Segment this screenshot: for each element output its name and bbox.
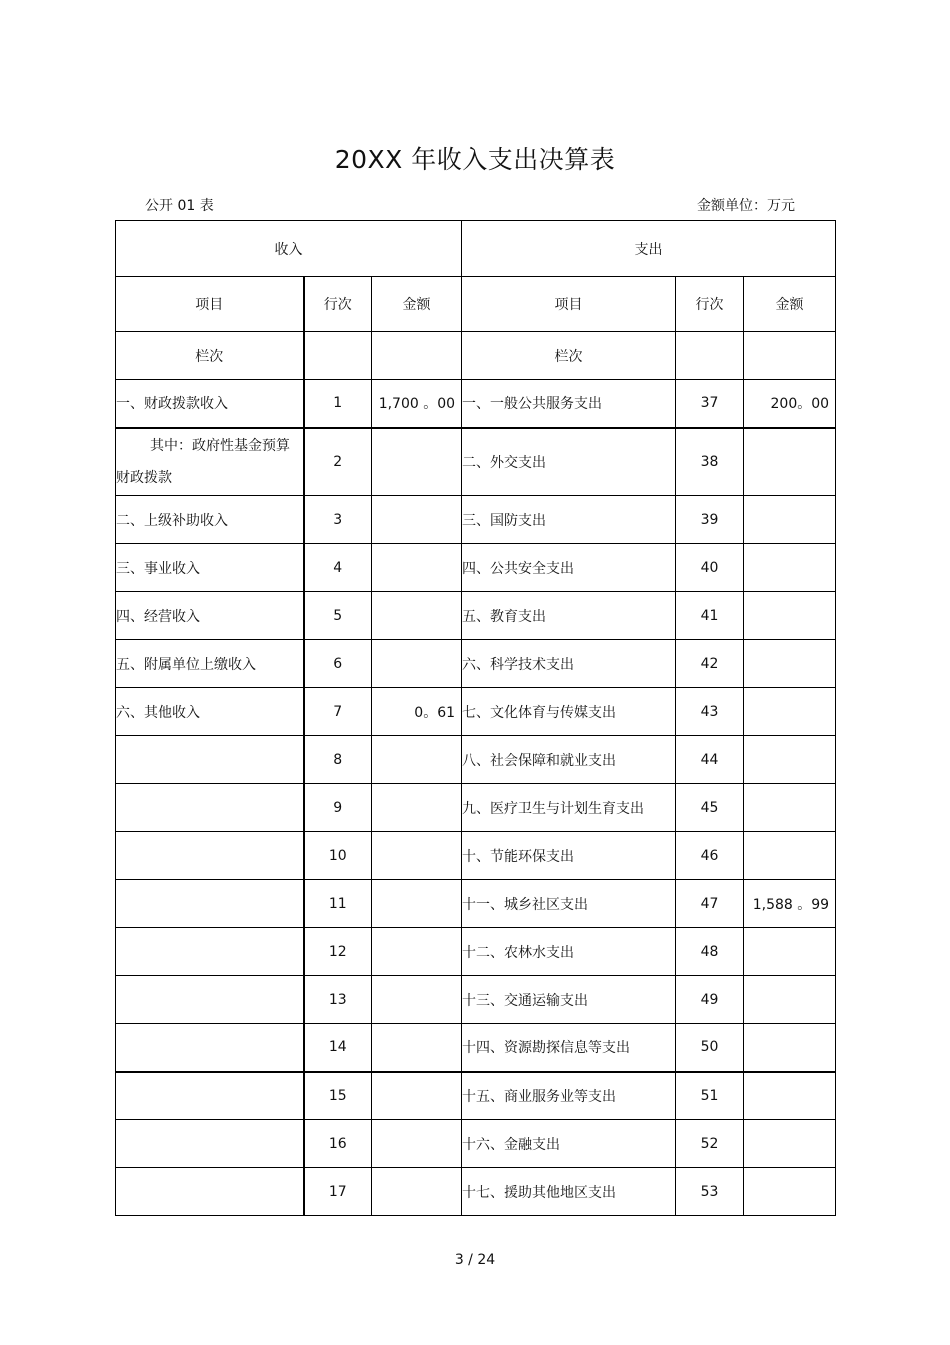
page-number: 3 / 24 bbox=[454, 1252, 496, 1268]
income-amount bbox=[372, 496, 462, 544]
income-item: 四、经营收入 bbox=[116, 592, 304, 640]
expense-amount bbox=[744, 1120, 836, 1168]
income-item-header: 项目 bbox=[116, 277, 304, 332]
expense-item: 三、国防支出 bbox=[462, 496, 676, 544]
table-row bbox=[116, 380, 836, 428]
expense-lanci-no bbox=[676, 332, 744, 380]
expense-amount-header: 金额 bbox=[744, 277, 836, 332]
income-amount bbox=[372, 1120, 462, 1168]
expense-row-no: 45 bbox=[676, 784, 744, 832]
income-lanci-no bbox=[304, 332, 372, 380]
income-row-no: 5 bbox=[304, 592, 372, 640]
table-row bbox=[116, 688, 836, 736]
table-row bbox=[116, 1024, 836, 1072]
expense-row-no: 52 bbox=[676, 1120, 744, 1168]
table-row bbox=[116, 880, 836, 928]
income-row-no: 14 bbox=[304, 1024, 372, 1072]
expense-group-header: 支出 bbox=[462, 221, 836, 277]
income-item: 其中：政府性基金预算财政拨款 bbox=[116, 428, 304, 496]
expense-row-no: 49 bbox=[676, 976, 744, 1024]
income-item bbox=[116, 880, 304, 928]
income-amount-header: 金额 bbox=[372, 277, 462, 332]
expense-row-no: 39 bbox=[676, 496, 744, 544]
table-row bbox=[116, 976, 836, 1024]
expense-row-no: 44 bbox=[676, 736, 744, 784]
expense-amount: 1,588 。99 bbox=[744, 880, 836, 928]
unit-label: 金额单位：万元 bbox=[697, 198, 795, 214]
group-header-row bbox=[116, 221, 836, 277]
expense-amount bbox=[744, 976, 836, 1024]
income-amount bbox=[372, 736, 462, 784]
table-row bbox=[116, 928, 836, 976]
income-amount bbox=[372, 544, 462, 592]
income-item: 六、其他收入 bbox=[116, 688, 304, 736]
expense-row-no: 38 bbox=[676, 428, 744, 496]
lanci-row bbox=[116, 332, 836, 380]
income-item bbox=[116, 1120, 304, 1168]
income-row-no: 2 bbox=[304, 428, 372, 496]
income-row-no: 8 bbox=[304, 736, 372, 784]
income-row-no: 1 bbox=[304, 380, 372, 428]
income-row-no: 3 bbox=[304, 496, 372, 544]
expense-item: 十五、商业服务业等支出 bbox=[462, 1072, 676, 1120]
income-item: 二、上级补助收入 bbox=[116, 496, 304, 544]
table-row bbox=[116, 640, 836, 688]
table-row bbox=[116, 1072, 836, 1120]
table-row bbox=[116, 832, 836, 880]
table-row bbox=[116, 784, 836, 832]
expense-row-no: 40 bbox=[676, 544, 744, 592]
expense-row-no: 43 bbox=[676, 688, 744, 736]
income-row-no: 15 bbox=[304, 1072, 372, 1120]
expense-amount bbox=[744, 688, 836, 736]
table-row bbox=[116, 428, 836, 496]
expense-item: 二、外交支出 bbox=[462, 428, 676, 496]
income-row-no: 16 bbox=[304, 1120, 372, 1168]
expense-row-no: 50 bbox=[676, 1024, 744, 1072]
expense-amount bbox=[744, 640, 836, 688]
income-amount bbox=[372, 592, 462, 640]
expense-amount bbox=[744, 928, 836, 976]
income-row-header: 行次 bbox=[304, 277, 372, 332]
expense-amount bbox=[744, 592, 836, 640]
income-item: 五、附属单位上缴收入 bbox=[116, 640, 304, 688]
expense-item: 八、社会保障和就业支出 bbox=[462, 736, 676, 784]
income-row-no: 12 bbox=[304, 928, 372, 976]
income-amount bbox=[372, 1168, 462, 1216]
income-amount bbox=[372, 976, 462, 1024]
expense-item: 六、科学技术支出 bbox=[462, 640, 676, 688]
income-row-no: 9 bbox=[304, 784, 372, 832]
income-row-no: 7 bbox=[304, 688, 372, 736]
expense-amount bbox=[744, 496, 836, 544]
expense-row-no: 42 bbox=[676, 640, 744, 688]
income-amount: 0。61 bbox=[372, 688, 462, 736]
income-group-header: 收入 bbox=[116, 221, 462, 277]
expense-lanci: 栏次 bbox=[462, 332, 676, 380]
expense-amount bbox=[744, 832, 836, 880]
income-row-no: 6 bbox=[304, 640, 372, 688]
income-row-no: 17 bbox=[304, 1168, 372, 1216]
income-item bbox=[116, 736, 304, 784]
expense-item: 十二、农林水支出 bbox=[462, 928, 676, 976]
income-item bbox=[116, 832, 304, 880]
income-expense-table bbox=[115, 220, 836, 1216]
expense-row-no: 46 bbox=[676, 832, 744, 880]
expense-item: 七、文化体育与传媒支出 bbox=[462, 688, 676, 736]
table-row bbox=[116, 496, 836, 544]
income-amount bbox=[372, 640, 462, 688]
income-item bbox=[116, 1024, 304, 1072]
expense-amount bbox=[744, 544, 836, 592]
table-row bbox=[116, 592, 836, 640]
income-item bbox=[116, 1168, 304, 1216]
income-amount bbox=[372, 784, 462, 832]
income-item bbox=[116, 1072, 304, 1120]
form-code: 公开 01 表 bbox=[145, 198, 214, 214]
expense-amount bbox=[744, 1072, 836, 1120]
expense-item: 一、一般公共服务支出 bbox=[462, 380, 676, 428]
income-lanci: 栏次 bbox=[116, 332, 304, 380]
income-amount bbox=[372, 832, 462, 880]
income-lanci-amt bbox=[372, 332, 462, 380]
expense-row-no: 51 bbox=[676, 1072, 744, 1120]
expense-row-no: 41 bbox=[676, 592, 744, 640]
expense-amount bbox=[744, 428, 836, 496]
expense-item: 十三、交通运输支出 bbox=[462, 976, 676, 1024]
income-amount bbox=[372, 428, 462, 496]
income-amount: 1,700 。00 bbox=[372, 380, 462, 428]
income-row-no: 10 bbox=[304, 832, 372, 880]
expense-row-no: 48 bbox=[676, 928, 744, 976]
expense-row-no: 47 bbox=[676, 880, 744, 928]
expense-item: 九、医疗卫生与计划生育支出 bbox=[462, 784, 676, 832]
column-header-row bbox=[116, 277, 836, 332]
expense-item: 十四、资源勘探信息等支出 bbox=[462, 1024, 676, 1072]
income-row-no: 13 bbox=[304, 976, 372, 1024]
income-amount bbox=[372, 1072, 462, 1120]
expense-amount bbox=[744, 784, 836, 832]
page-title: 20XX 年收入支出决算表 bbox=[334, 145, 616, 174]
income-item bbox=[116, 928, 304, 976]
income-amount bbox=[372, 880, 462, 928]
expense-amount bbox=[744, 736, 836, 784]
income-row-no: 4 bbox=[304, 544, 372, 592]
expense-item: 十、节能环保支出 bbox=[462, 832, 676, 880]
expense-item-header: 项目 bbox=[462, 277, 676, 332]
expense-item: 四、公共安全支出 bbox=[462, 544, 676, 592]
table-row bbox=[116, 1168, 836, 1216]
expense-row-header: 行次 bbox=[676, 277, 744, 332]
table-row bbox=[116, 736, 836, 784]
income-amount bbox=[372, 928, 462, 976]
expense-amount: 200。00 bbox=[744, 380, 836, 428]
expense-item: 十一、城乡社区支出 bbox=[462, 880, 676, 928]
income-item: 三、事业收入 bbox=[116, 544, 304, 592]
expense-item: 十六、金融支出 bbox=[462, 1120, 676, 1168]
expense-lanci-amt bbox=[744, 332, 836, 380]
income-amount bbox=[372, 1024, 462, 1072]
expense-amount bbox=[744, 1168, 836, 1216]
expense-row-no: 37 bbox=[676, 380, 744, 428]
expense-amount bbox=[744, 1024, 836, 1072]
expense-row-no: 53 bbox=[676, 1168, 744, 1216]
expense-item: 十七、援助其他地区支出 bbox=[462, 1168, 676, 1216]
expense-item: 五、教育支出 bbox=[462, 592, 676, 640]
income-row-no: 11 bbox=[304, 880, 372, 928]
income-item bbox=[116, 784, 304, 832]
table-row bbox=[116, 544, 836, 592]
income-item bbox=[116, 976, 304, 1024]
table-row bbox=[116, 1120, 836, 1168]
income-item: 一、财政拨款收入 bbox=[116, 380, 304, 428]
